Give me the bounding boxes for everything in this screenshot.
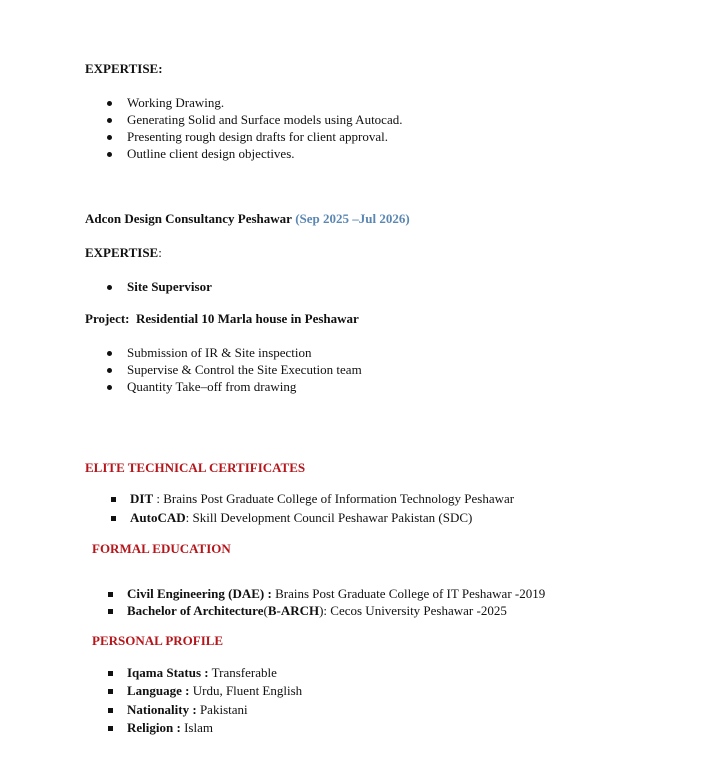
role-item: Site Supervisor [127, 279, 212, 294]
certificates-heading: ELITE TECHNICAL CERTIFICATES [85, 460, 306, 475]
profile-heading: PERSONAL PROFILE [92, 633, 224, 648]
list-item: Working Drawing. [127, 95, 225, 110]
list-item: Quantity Take–off from drawing [127, 379, 297, 394]
list-item: Presenting rough design drafts for client approval. [127, 129, 389, 144]
certificate-item: DIT : Brains Post Graduate College of Information Technology Peshawar [130, 491, 515, 506]
list-item: Outline client design objectives. [127, 146, 295, 161]
education-heading: FORMAL EDUCATION [92, 541, 231, 556]
project-label: Project: [85, 311, 130, 326]
list-item: Submission of IR & Site inspection [127, 345, 312, 360]
company-name: Adcon Design Consultancy Peshawar [85, 211, 292, 226]
education-item: Bachelor of Architecture(B-ARCH): Cecos University Peshawar -2025 [127, 603, 507, 618]
project-title: Residential 10 Marla house in Peshawar [136, 311, 359, 326]
job-title-line [85, 211, 410, 227]
project-line [85, 311, 359, 327]
expertise-heading-2: EXPERTISE: [85, 245, 162, 260]
list-item: Generating Solid and Surface models using Autocad. [127, 112, 403, 127]
profile-item: Language : Urdu, Fluent English [127, 683, 303, 698]
list-item: Supervise & Control the Site Execution team [127, 362, 362, 377]
profile-item: Iqama Status : Transferable [127, 665, 277, 680]
education-item: Civil Engineering (DAE) : Brains Post Graduate College of IT Peshawar -2019 [127, 586, 546, 601]
profile-item: Nationality : Pakistani [127, 702, 248, 717]
expertise-heading: EXPERTISE: [85, 61, 163, 76]
job-period: (Sep 2025 –Jul 2026) [295, 211, 410, 226]
certificate-item: AutoCAD: Skill Development Council Peshawar Pakistan (SDC) [130, 510, 473, 525]
profile-item: Religion : Islam [127, 720, 213, 735]
